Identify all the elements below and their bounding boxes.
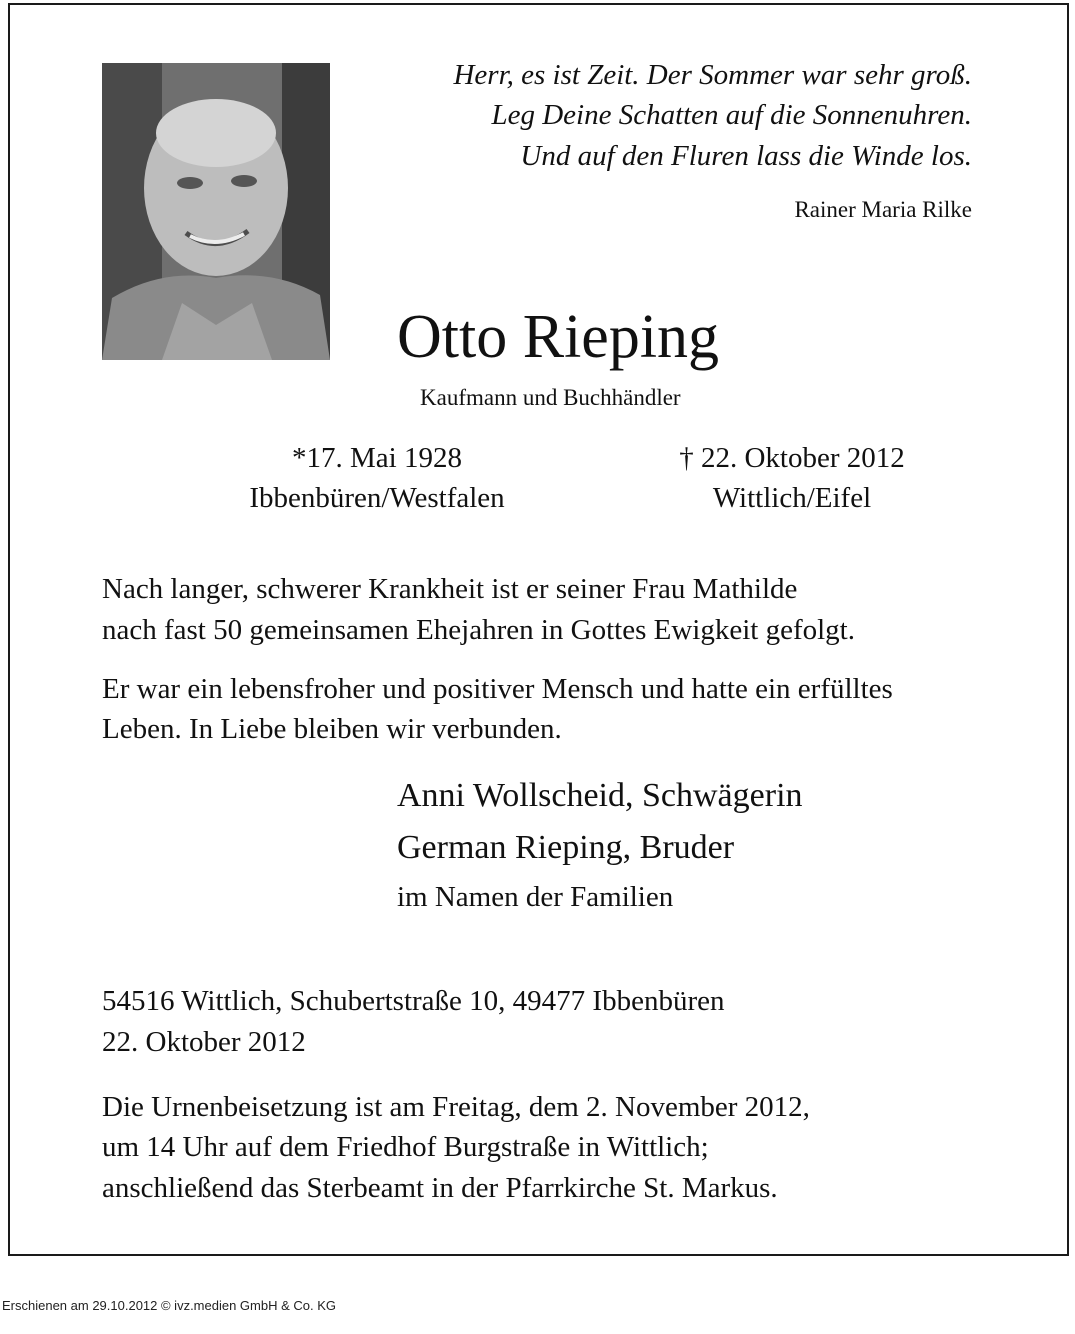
message-p2-line2: Leben. In Liebe bleiben wir verbunden. [102,713,562,745]
birth-place: Ibbenbüren/Westfalen [249,482,505,514]
portrait-image [102,63,330,360]
mourner-1: Anni Wollscheid, Schwägerin [397,777,803,814]
death-date: † 22. Oktober 2012 [679,442,905,474]
funeral-line-2: um 14 Uhr auf dem Friedhof Burgstraße in Wittlich; [102,1131,709,1163]
address-date: 22. Oktober 2012 [102,1026,306,1058]
portrait-photo [102,63,330,360]
funeral-line-3: anschließend das Sterbeamt in der Pfarrkirche St. Markus. [102,1172,778,1204]
poem-line-3: Und auf den Fluren lass die Winde los. [520,140,972,172]
death-place: Wittlich/Eifel [712,482,872,514]
birth-date: *17. Mai 1928 [292,442,462,474]
deceased-name: Otto Rieping [397,303,720,371]
poem-author: Rainer Maria Rilke [794,197,972,222]
poem-line-2: Leg Deine Schatten auf die Sonnenuhren. [491,99,972,131]
message-p1-line2: nach fast 50 gemeinsamen Ehejahren in Gottes Ewigkeit gefolgt. [102,614,855,646]
funeral-line-1: Die Urnenbeisetzung ist am Freitag, dem 2. November 2012, [102,1091,810,1123]
publication-footer: Erschienen am 29.10.2012 © ivz.medien GmbH & Co. KG [2,1298,337,1313]
message-p1-line1: Nach langer, schwerer Krankheit ist er seiner Frau Mathilde [102,573,798,605]
deceased-profession: Kaufmann und Buchhändler [420,385,681,410]
message-p2-line1: Er war ein lebensfroher und positiver Mensch und hatte ein erfülltes [102,673,893,705]
address-line: 54516 Wittlich, Schubertstraße 10, 49477 Ibbenbüren [102,985,725,1017]
family-note: im Namen der Familien [397,881,674,913]
poem-line-1: Herr, es ist Zeit. Der Sommer war sehr groß. [453,59,972,91]
mourner-2: German Rieping, Bruder [397,829,735,866]
